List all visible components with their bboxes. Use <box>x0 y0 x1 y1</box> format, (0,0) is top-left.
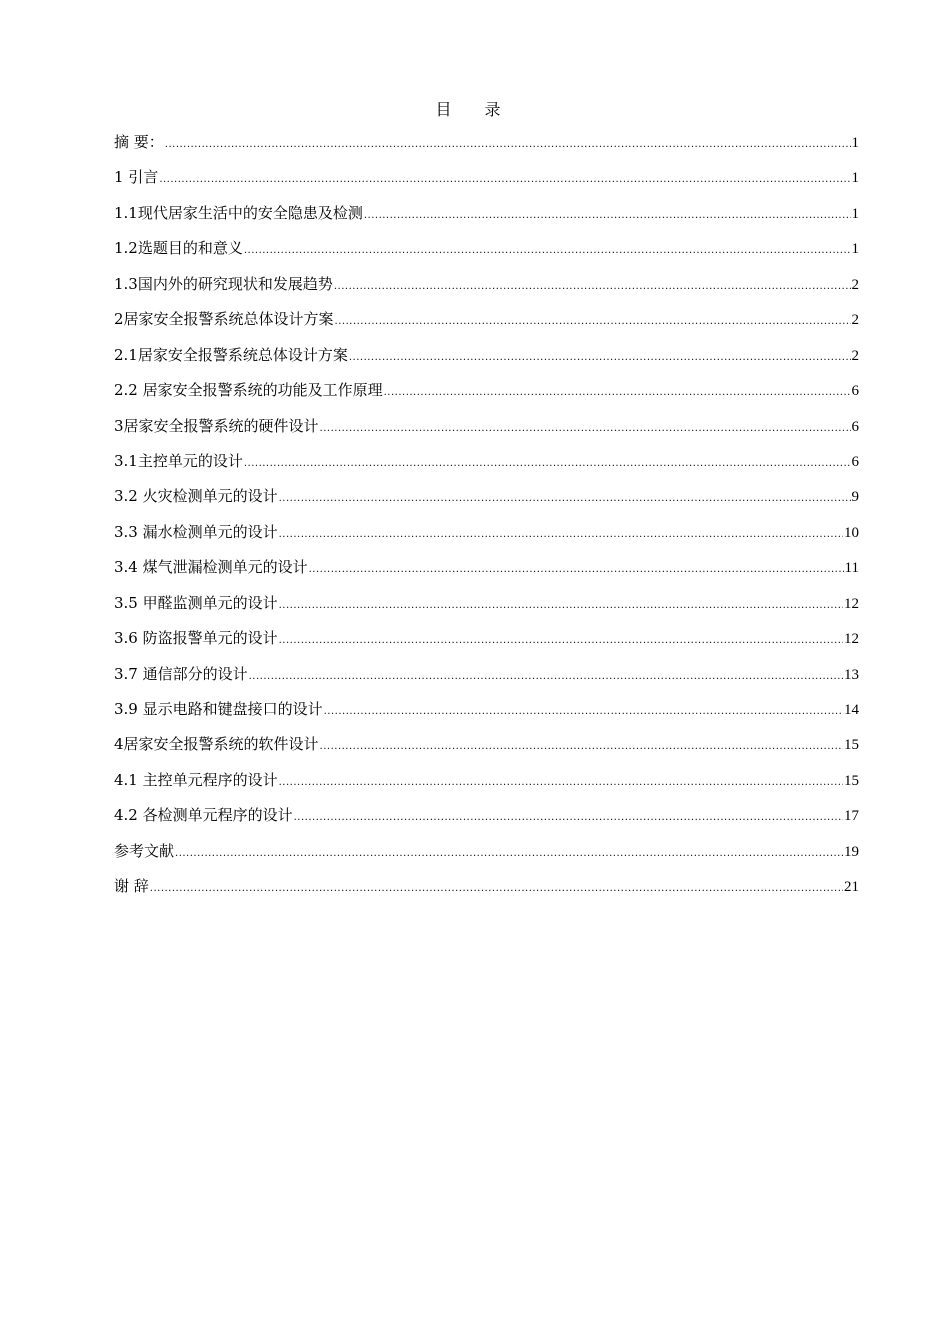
page-title: 目 录 <box>435 100 515 119</box>
toc-entry-title: 摘 要： <box>114 133 164 151</box>
toc-entry[interactable] <box>114 592 859 627</box>
toc-entry-page-number: 1 <box>851 241 859 258</box>
toc-entry-page-number: 1 <box>851 135 859 151</box>
toc-dot-leader <box>279 772 843 794</box>
toc-entry[interactable] <box>114 237 859 272</box>
toc-dot-leader <box>244 240 851 262</box>
toc-dot-leader <box>335 311 851 333</box>
toc-entry[interactable] <box>114 131 859 166</box>
toc-entry-page-number: 6 <box>851 383 859 400</box>
toc-dot-leader <box>334 276 851 298</box>
toc-entry-title: 4.1 主控单元程序的设计 <box>114 770 278 789</box>
toc-entry-page-number: 11 <box>844 560 859 577</box>
toc-entry[interactable] <box>114 875 859 910</box>
toc-entry[interactable] <box>114 521 859 556</box>
toc-entry-page-number: 15 <box>844 772 859 789</box>
toc-entry-title: 4.2 各检测单元程序的设计 <box>114 806 293 825</box>
toc-entry-page-number: 12 <box>844 631 859 648</box>
toc-entry-page-number: 2 <box>851 347 859 364</box>
toc-entry-page-number: 9 <box>851 489 859 506</box>
toc-dot-leader <box>309 559 844 581</box>
toc-entry-title: 3居家安全报警系统的硬件设计 <box>114 416 319 435</box>
toc-dot-leader <box>175 843 843 865</box>
toc-dot-leader <box>294 807 843 829</box>
toc-entry-title: 3.6 防盗报警单元的设计 <box>114 629 278 648</box>
toc-entry[interactable] <box>114 415 859 450</box>
toc-entry-page-number: 19 <box>844 843 859 860</box>
toc-dot-leader <box>320 736 843 758</box>
toc-entry[interactable] <box>114 344 859 379</box>
toc-entry[interactable] <box>114 627 859 662</box>
toc-entry[interactable] <box>114 379 859 414</box>
toc-entry-title: 3.4 煤气泄漏检测单元的设计 <box>114 558 308 577</box>
toc-dot-leader <box>349 347 851 369</box>
toc-entry[interactable] <box>114 556 859 591</box>
toc-entry-title: 3.3 漏水检测单元的设计 <box>114 522 278 541</box>
toc-entry[interactable] <box>114 769 859 804</box>
toc-entry-title: 3.5 甲醛监测单元的设计 <box>114 593 278 612</box>
toc-entry[interactable] <box>114 273 859 308</box>
toc-entry-title: 1.2选题目的和意义 <box>114 239 243 258</box>
toc-entry-title: 3.9 显示电路和键盘接口的设计 <box>114 700 323 718</box>
toc-entry[interactable] <box>114 485 859 520</box>
toc-dot-leader <box>159 169 850 191</box>
toc-entry-title: 3.1主控单元的设计 <box>114 451 243 470</box>
toc-entry-title: 2.1居家安全报警系统总体设计方案 <box>114 345 348 364</box>
toc-entry-title: 3.2 火灾检测单元的设计 <box>114 487 278 506</box>
toc-dot-leader <box>244 453 851 475</box>
toc-entry-title: 参考文献 <box>114 841 175 860</box>
toc-dot-leader <box>320 418 851 440</box>
toc-dot-leader <box>279 630 843 652</box>
toc-entry[interactable] <box>114 840 859 875</box>
toc-entry-page-number: 21 <box>844 879 859 896</box>
toc-dot-leader <box>165 134 851 156</box>
toc-entry-page-number: 17 <box>844 808 859 825</box>
toc-entry-page-number: 1 <box>851 205 859 222</box>
toc-dot-leader <box>249 666 843 688</box>
toc-entry-page-number: 13 <box>844 666 859 683</box>
toc-dot-leader <box>279 595 843 617</box>
toc-entry-title: 1.1现代居家生活中的安全隐患及检测 <box>114 203 363 222</box>
toc-entry[interactable] <box>114 663 859 698</box>
toc-entry-title: 1.3国内外的研究现状和发展趋势 <box>114 274 333 293</box>
toc-entry[interactable] <box>114 804 859 839</box>
toc-entry-title: 2.2 居家安全报警系统的功能及工作原理 <box>114 381 383 400</box>
toc-entry-page-number: 1 <box>851 170 859 187</box>
toc-entry[interactable] <box>114 698 859 733</box>
toc-entry-title: 2居家安全报警系统总体设计方案 <box>114 310 334 329</box>
toc-entry-title: 4居家安全报警系统的软件设计 <box>114 735 319 754</box>
toc-entry-page-number: 2 <box>851 276 859 293</box>
toc-entry-page-number: 10 <box>844 524 859 541</box>
toc-entry[interactable] <box>114 202 859 237</box>
toc-entry[interactable] <box>114 450 859 485</box>
toc-entry-page-number: 15 <box>844 737 859 754</box>
toc-entry-page-number: 14 <box>844 702 859 718</box>
toc-entry-title: 1 引言 <box>114 168 159 187</box>
toc-entry-title: 3.7 通信部分的设计 <box>114 664 248 683</box>
toc-dot-leader <box>324 701 843 723</box>
toc-entry-page-number: 12 <box>844 595 859 612</box>
table-of-contents <box>114 131 859 911</box>
toc-entry[interactable] <box>114 733 859 768</box>
toc-entry[interactable] <box>114 308 859 343</box>
toc-entry[interactable] <box>114 166 859 201</box>
toc-entry-page-number: 6 <box>851 418 859 435</box>
toc-dot-leader <box>384 382 851 404</box>
toc-dot-leader <box>279 488 851 510</box>
toc-dot-leader <box>279 524 843 546</box>
toc-dot-leader <box>150 878 843 900</box>
toc-dot-leader <box>364 205 851 227</box>
toc-entry-page-number: 2 <box>851 312 859 329</box>
toc-entry-page-number: 6 <box>851 453 859 470</box>
toc-entry-title: 谢 辞 <box>114 877 149 896</box>
